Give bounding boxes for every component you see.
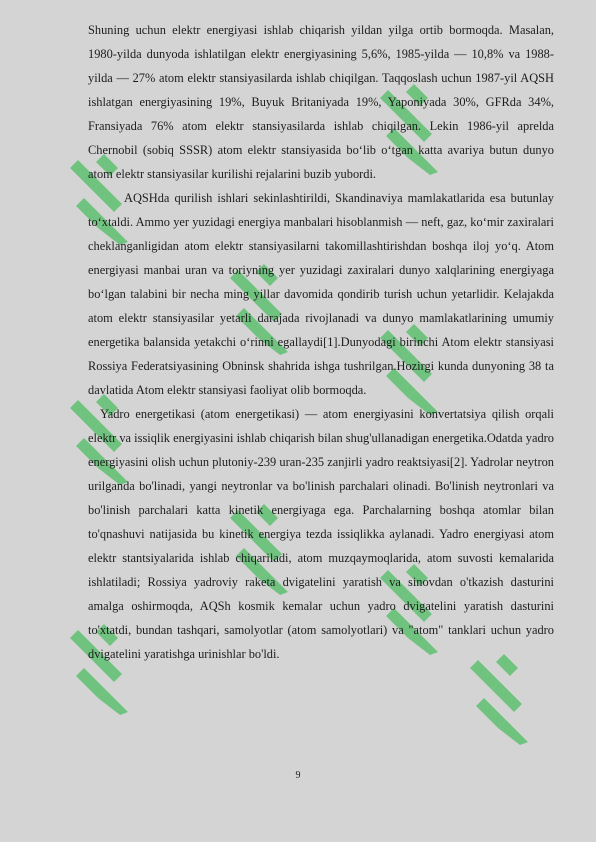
paragraph-2: AQSHda qurilish ishlari sekinlashtirildi, Skandinaviya mamlakatlarida esa butunlay to‘xtaldi. Ammo yer yuzidagi energiya manbalari hisoblanmish — neft, gaz, ko‘mir zaxiralari cheklanganligidan atom elektr stansiyasilarni takomillashtirishdan boshqa iloj yo‘q. Atom energiyasi manbai uran va toriyning yer yuzidagi zaxiralari dunyo xalqlarining energiyaga bo‘lgan talabini bir necha ming yillar davomida qondirib turish uchun yetarlidir. Kelajakda atom elektr stansiyasilar yetarli darajada rivojlanadi va dunyo mamlakatlarining umumiy energetika balansida yetakchi o‘rinni egallaydi[1].Dunyodagi birinchi Atom elektr stansiyasi Rossiya Federatsiyasining Obninsk shahrida ishga tushrilgan.Hozirgi kunda dunyoning 38 ta davlatida Atom elektr stansiyasi faoliyat olib bormoqda. <box>88 191 554 397</box>
page-number: 9 <box>295 770 301 781</box>
body-text <box>88 18 554 666</box>
paragraph-1: Shuning uchun elektr energiyasi ishlab chiqarish yildan yilga ortib bormoqda. Masalan, 1980-yilda dunyoda ishlatilgan elektr energiyasining 5,6%, 1985-yilda — 10,8% va 1988-yilda — 27% atom elektr stansiyasilarda ishlab chiqilgan. Taqqoslash uchun 1987-yil AQSH ishlatgan energiyasining 19%, Buyuk Britaniyada 19%, Yaponiyada 30%, GFRda 34%, Fransiyada 76% atom elektr stansiyasilarda ishlab chiqilgan. Lekin 1986-yil aprelda Chernobil (sobiq SSSR) atom elektr stansiyasida bo‘lib o‘tgan katta avariya butun dunyo atom elektr stansiyasilar kurilishi rejalarini buzib yubordi. <box>88 23 554 181</box>
paragraph-3: Yadro energetikasi (atom energetikasi) — atom energiyasini konvertatsiya qilish orqali elektr va issiqlik energiyasini ishlab chiqarish bilan shug'ullanadigan energetika.Odatda yadro energiyasini olish uchun plutoniy-239 uran-235 zanjirli yadro reaktsiyasi[2]. Yadrolar neytron urilganda bo'linadi, yangi neytronlar va bo'linish parchalari olinadi. Bo'linish neytronlari va bo'linish parchalari katta kinetik energiyaga ega. Parchalarning boshqa atomlar bilan to'qnashuvi natijasida bu kinetik energiya tezda issiqlikka aylanadi. Yadro energiyasi atom elektr stantsiyalarida ishlab chiqariladi, atom muzqaymoqlarida, atom suvosti kemalarida ishlatiladi; Rossiya yadroviy raketa dvigatelini yaratish va sinovdan o'tkazish dasturini amalga oshirmoqda, AQSh kosmik kemalar uchun yadro dvigatelini yaratish dasturini to'xtatdi, bundan tashqari, samolyotlar (atom samolyotlari) va "atom" tanklari uchun yadro dvigatelini yaratishga urinishlar bo'ldi. <box>88 407 554 661</box>
